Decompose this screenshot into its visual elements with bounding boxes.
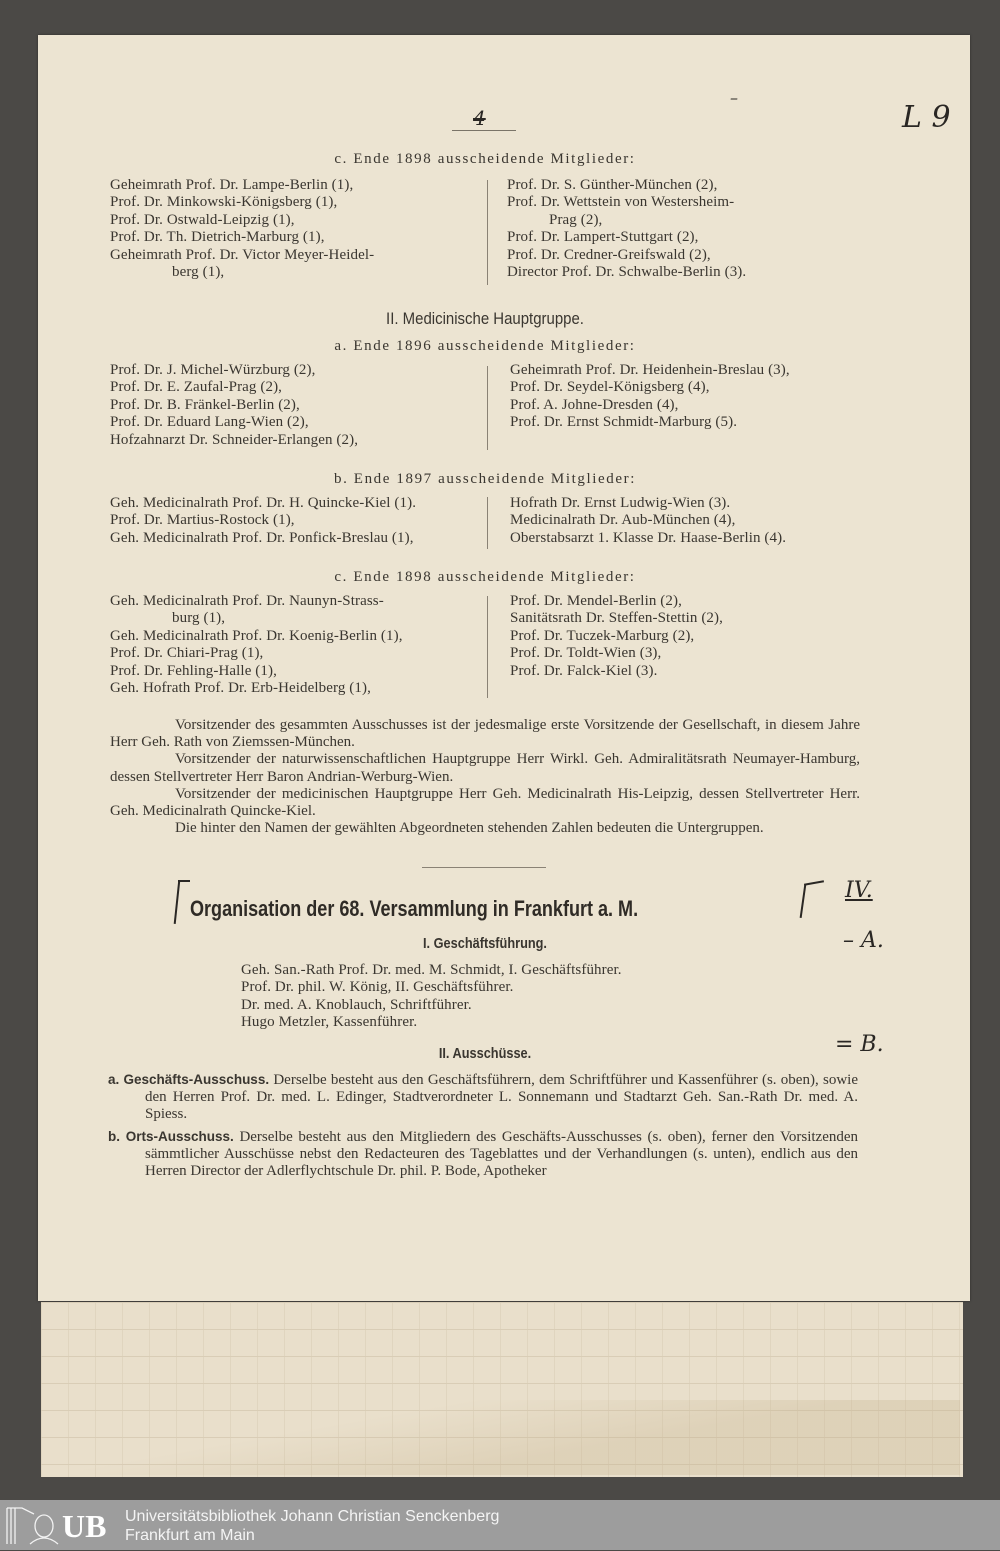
committee-list xyxy=(108,1071,858,1180)
member-list-right xyxy=(510,593,723,680)
management-member: Prof. Dr. phil. W. König, II. Geschäftsführer. xyxy=(241,979,514,996)
member: Prof. Dr. E. Zaufal-Prag (2), xyxy=(110,379,283,396)
library-name-line2: Frankfurt am Main xyxy=(125,1527,255,1544)
page-number: 4 xyxy=(473,106,486,130)
committee-item xyxy=(108,1128,858,1181)
committee-label: a. Geschäfts-Ausschuss. xyxy=(108,1072,270,1087)
member: Geh. Medicinalrath Prof. Dr. Ponfick-Breslau (1), xyxy=(110,529,414,546)
management-member: Geh. San.-Rath Prof. Dr. med. M. Schmidt, I. Geschäftsführer. xyxy=(241,962,622,978)
note-paragraph: Vorsitzender der naturwissenschaftlichen Hauptgruppe Herr Wirkl. Geh. Admiralitätsrath Neumayer-Hamburg, dessen Stellvertreter Herr Baron Andrian-Werburg-Wien. xyxy=(110,751,860,785)
organisation-title: Organisation der 68. Versammlung in Frankfurt a. M. xyxy=(190,896,639,921)
member: Prof. Dr. B. Fränkel-Berlin (2), xyxy=(110,396,300,413)
member: Prag (2), xyxy=(549,211,603,228)
committee-text: Derselbe besteht aus den Geschäftsführern, dem Schriftführer und Kassenführer (s. oben), sowie den Herren Prof. Dr. med. L. Edinger, Stadtverordneter L. Sonnemann und Stadtarzt Geh. San.-Rath Dr. med. A. Spiess. xyxy=(145,1072,858,1123)
column-divider xyxy=(487,596,488,698)
member-list-left xyxy=(110,362,358,449)
member: burg (1), xyxy=(172,610,226,627)
section-rule xyxy=(422,867,546,868)
member: Prof. Dr. S. Günther-München (2), xyxy=(507,177,718,193)
member: Prof. Dr. Wettstein von Westersheim- xyxy=(507,194,735,211)
library-logo xyxy=(4,1504,112,1546)
logo-text: UB xyxy=(62,1508,107,1544)
notes xyxy=(110,717,860,837)
member: Prof. Dr. Credner-Greifswald (2), xyxy=(507,246,711,263)
library-name-line1: Universitätsbibliothek Johann Christian Senckenberg xyxy=(125,1508,500,1525)
member: Geh. Medicinalrath Prof. Dr. Naunyn-Strass- xyxy=(110,593,384,609)
member: Geheimrath Prof. Dr. Lampe-Berlin (1), xyxy=(110,177,354,193)
library-name xyxy=(125,1507,499,1545)
committee-label: b. Orts-Ausschuss. xyxy=(108,1128,234,1144)
member: Hofzahnarzt Dr. Schneider-Erlangen (2), xyxy=(110,431,359,448)
member: Geheimrath Prof. Dr. Heidenhein-Breslau (3), xyxy=(510,362,790,378)
library-footer xyxy=(0,1500,1000,1550)
handwritten-mark: – xyxy=(730,88,738,107)
member-list-right xyxy=(510,495,786,547)
member: Geh. Hofrath Prof. Dr. Erb-Heidelberg (1), xyxy=(110,679,371,696)
member: Prof. Dr. Chiari-Prag (1), xyxy=(110,645,264,662)
member: Director Prof. Dr. Schwalbe-Berlin (3). xyxy=(507,263,747,280)
section-heading: b. Ende 1897 ausscheidende Mitglieder: xyxy=(334,471,636,487)
member: Prof. Dr. Martius-Rostock (1), xyxy=(110,512,295,529)
management-list xyxy=(241,962,622,1032)
committee-item xyxy=(108,1071,858,1124)
note-paragraph: Vorsitzender der medicinischen Hauptgruppe Herr Geh. Medicinalrath His-Leipzig, dessen Stellvertreter Herr. Geh. Medicinalrath Quincke-Kiel. xyxy=(110,785,860,820)
member: Hofrath Dr. Ernst Ludwig-Wien (3). xyxy=(510,495,731,511)
member: Prof. Dr. Fehling-Halle (1), xyxy=(110,662,277,679)
member: Geh. Medicinalrath Prof. Dr. H. Quincke-Kiel (1). xyxy=(110,495,417,511)
member-list-right xyxy=(507,177,746,281)
member: Prof. Dr. J. Michel-Würzburg (2), xyxy=(110,362,316,378)
member: Prof. Dr. Falck-Kiel (3). xyxy=(510,662,658,679)
handwritten-roman: IV. xyxy=(845,878,873,903)
member: Prof. Dr. Seydel-Königsberg (4), xyxy=(510,379,710,396)
member-list-left xyxy=(110,593,403,697)
member: Prof. Dr. Mendel-Berlin (2), xyxy=(510,593,682,609)
paper-stain xyxy=(80,1400,960,1475)
member: Prof. Dr. Ernst Schmidt-Marburg (5). xyxy=(510,414,738,431)
section-heading: a. Ende 1896 ausscheidende Mitglieder: xyxy=(334,338,636,354)
note-paragraph: Vorsitzender des gesammten Ausschusses ist der jedesmalige erste Vorsitzende der Gesellschaft, in diesem Jahre Herr Geh. Rath von Ziemssen-München. xyxy=(110,717,860,751)
note-paragraph: Die hinter den Namen der gewählten Abgeordneten stehenden Zahlen bedeuten die Untergruppen. xyxy=(175,820,764,837)
group-title: II. Medicinische Hauptgruppe. xyxy=(386,309,584,328)
handwritten-bracket xyxy=(178,880,190,882)
section-heading: c. Ende 1898 ausscheidende Mitglieder: xyxy=(334,569,636,585)
member: Prof. A. Johne-Dresden (4), xyxy=(510,396,679,413)
page-number-rule xyxy=(452,130,516,131)
management-heading: I. Geschäftsführung. xyxy=(423,935,547,952)
member: Geheimrath Prof. Dr. Victor Meyer-Heidel- xyxy=(110,246,375,263)
member-list-left xyxy=(110,495,416,547)
member: Geh. Medicinalrath Prof. Dr. Koenig-Berlin (1), xyxy=(110,627,403,644)
member: Prof. Dr. Ostwald-Leipzig (1), xyxy=(110,211,295,228)
management-member: Dr. med. A. Knoblauch, Schriftführer. xyxy=(241,996,472,1013)
member: Prof. Dr. Tuczek-Marburg (2), xyxy=(510,627,695,644)
member-list-left xyxy=(110,177,374,281)
member: Prof. Dr. Minkowski-Königsberg (1), xyxy=(110,194,338,211)
member-list-right xyxy=(510,362,790,432)
member: Medicinalrath Dr. Aub-München (4), xyxy=(510,512,736,529)
management-member: Hugo Metzler, Kassenführer. xyxy=(241,1014,418,1031)
member: Prof. Dr. Eduard Lang-Wien (2), xyxy=(110,414,309,431)
handwritten-mark-b: = B. xyxy=(835,1032,884,1057)
column-divider xyxy=(487,180,488,285)
member: Oberstabsarzt 1. Klasse Dr. Haase-Berlin (4). xyxy=(510,529,787,546)
section-heading: c. Ende 1898 ausscheidende Mitglieder: xyxy=(334,151,636,167)
member: Prof. Dr. Th. Dietrich-Marburg (1), xyxy=(110,229,325,246)
column-divider xyxy=(487,497,488,549)
handwritten-mark-a: – A. xyxy=(843,928,884,953)
handwritten-folio: L 9 xyxy=(902,100,951,135)
member: Prof. Dr. Toldt-Wien (3), xyxy=(510,645,662,662)
member: Prof. Dr. Lampert-Stuttgart (2), xyxy=(507,229,699,246)
member: Sanitätsrath Dr. Steffen-Stettin (2), xyxy=(510,610,723,627)
committee-text: Derselbe besteht aus den Mitgliedern des Geschäfts-Ausschusses (s. oben), ferner den Vorsitzenden sämmtlicher Ausschüsse nebst den Redacteuren des Tageblattes und der Verhandlungen (s. unten), endlich aus den Herren Director der Adlerflychtschule Dr. phil. P. Bode, Apotheker xyxy=(145,1128,859,1180)
member: berg (1), xyxy=(172,263,225,280)
column-divider xyxy=(487,366,488,450)
committees-heading: II. Ausschüsse. xyxy=(438,1045,532,1062)
